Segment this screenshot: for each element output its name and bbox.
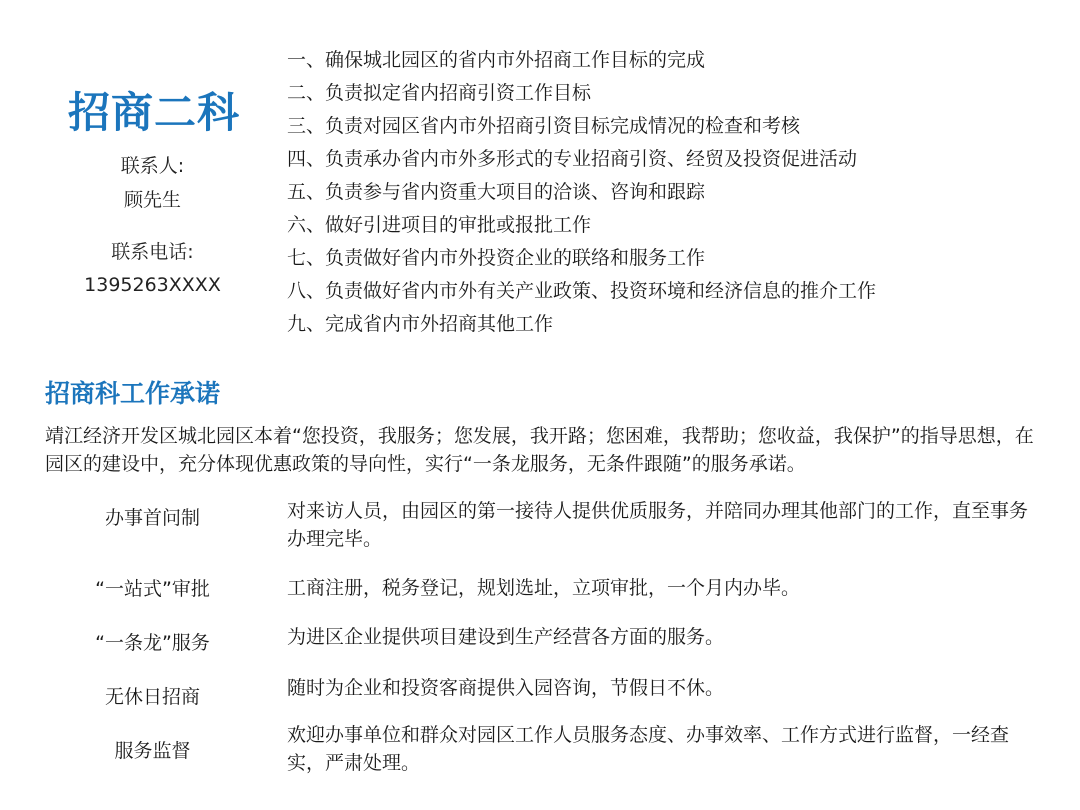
service-desc: 对来访人员，由园区的第一接待人提供优质服务，并陪同办理其他部门的工作，直至事务办理完毕。 [287, 500, 1029, 550]
contact-label: 联系人: [120, 155, 185, 177]
service-name: “一站式”审批 [95, 578, 210, 600]
phone-number: 1395263XXXX [84, 274, 221, 296]
duty-item: 四、负责承办省内市外多形式的专业招商引资、经贸及投资促进活动 [287, 148, 858, 170]
contact-name: 顾先生 [123, 189, 181, 211]
duty-item: 六、做好引进项目的审批或报批工作 [287, 214, 592, 236]
duty-item: 三、负责对园区省内市外招商引资目标完成情况的检查和考核 [287, 115, 801, 137]
service-name: 办事首问制 [104, 507, 200, 529]
service-desc: 欢迎办事单位和群众对园区工作人员服务态度、办事效率、工作方式进行监督，一经查实，严肃处理。 [287, 724, 1010, 774]
service-name: 服务监督 [114, 740, 191, 762]
duty-item: 七、负责做好省内市外投资企业的联络和服务工作 [287, 247, 706, 269]
service-desc: 随时为企业和投资客商提供入园咨询，节假日不休。 [287, 677, 725, 699]
pledge-title: 招商科工作承诺 [45, 379, 221, 408]
service-desc: 为进区企业提供项目建设到生产经营各方面的服务。 [287, 626, 725, 648]
service-name: 无休日招商 [104, 686, 200, 708]
service-desc: 工商注册，税务登记，规划选址，立项审批，一个月内办毕。 [287, 577, 801, 599]
duty-item: 八、负责做好省内市外有关产业政策、投资环境和经济信息的推介工作 [287, 280, 877, 302]
pledge-intro: 靖江经济开发区城北园区本着“您投资，我服务；您发展，我开路；您困难，我帮助；您收益，我保护”的指导思想，在园区的建设中，充分体现优惠政策的导向性，实行“一条龙服务，无条件跟随”的服务承诺。 [45, 425, 1034, 475]
duty-item: 五、负责参与省内资重大项目的洽谈、咨询和跟踪 [287, 181, 706, 203]
duties-list [287, 44, 876, 341]
duty-item: 九、完成省内市外招商其他工作 [287, 313, 554, 335]
duty-item: 二、负责拟定省内招商引资工作目标 [287, 82, 592, 104]
service-name: “一条龙”服务 [95, 632, 210, 654]
phone-label: 联系电话: [111, 241, 194, 263]
duty-item: 一、确保城北园区的省内市外招商工作目标的完成 [287, 49, 706, 71]
department-title: 招商二科 [68, 88, 241, 137]
